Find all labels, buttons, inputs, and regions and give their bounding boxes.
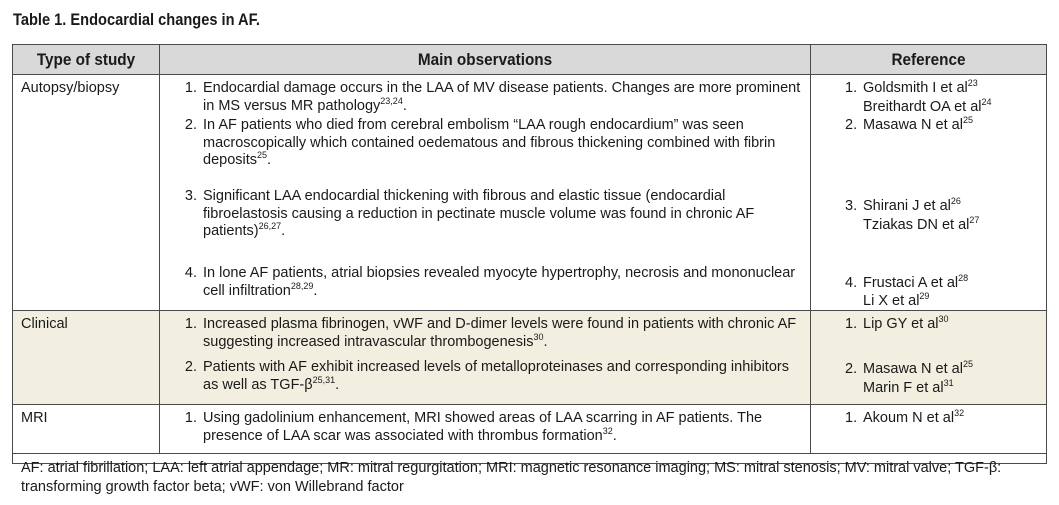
observations-list	[171, 410, 801, 450]
observation-number: 1.	[184, 316, 197, 332]
reference-list: 1. Goldsmith I et $al^{23}$ Breithardt OA et $al^{24}$ 2. Masawa N et $al^{25}$ 3. Shirani J et $al^{26}$ Tziakas DN et $al^{27}$ 4. Frustaci A et $al^{28}$ Li X et $al^{29}$	[845, 78, 992, 309]
observation-text: Increased plasma fibrinogen, vWF and D-dimer levels were found in patients with chronic AF suggesting increased intravascular thrombogenesis$^{30}$.	[203, 316, 797, 350]
header-type-of-study: Type of study	[36, 50, 136, 69]
reference-text: Breithardt OA et $al^{24}$	[863, 97, 992, 115]
column-divider	[159, 311, 160, 405]
table-footnote: AF: atrial fibrillation; LAA: left atrial appendage; MR: mitral regurgitation; MRI: magnetic resonance imaging; MS: mitral stenosis; MV: mitral valve; TGF-β: transforming growth factor beta; vWF: von Willebrand factor	[21, 460, 1002, 495]
reference-text: Tziakas DN et $al^{27}$	[863, 215, 980, 233]
column-divider	[159, 45, 160, 75]
column-divider	[810, 45, 811, 75]
reference-text: Masawa N et $al^{25}$	[863, 359, 973, 377]
observations-list	[171, 80, 801, 306]
observation-number: 1.	[184, 410, 197, 426]
observation-text: Significant LAA endocardial thickening with fibrous and elastic tissue (endocardial fibroelastosis causing a reduction in pectinate muscle volume was found in chronic AF patients)$^{26,27}$.	[203, 188, 755, 239]
reference-text: Frustaci A et $al^{28}$	[863, 273, 969, 291]
observation-text: Patients with AF exhibit increased levels of metalloproteinases and corresponding inhibitors as well as TGF-$\beta^{25,31}$.	[203, 359, 789, 393]
reference-text: Shirani J et $al^{26}$	[863, 196, 961, 214]
observation-text: Using gadolinium enhancement, MRI showed areas of LAA scarring in AF patients. The presence of LAA scar was associated with thrombus formation$^{32}$.	[203, 410, 763, 444]
endocardial-changes-table	[12, 44, 1047, 495]
table-row-mri	[13, 405, 1046, 454]
table-caption: Table 1. Endocardial changes in AF.	[13, 10, 260, 29]
reference-text: Marin F et $al^{31}$	[863, 378, 954, 396]
observation-text: Endocardial damage occurs in the LAA of MV disease patients. Changes are more prominent in MS versus MR pathology$^{23,24}$.	[203, 80, 801, 114]
reference-text: Lip GY et $al^{30}$	[863, 314, 949, 332]
type-of-study-cell: Autopsy/biopsy	[21, 80, 120, 96]
table-header-row	[13, 45, 1046, 75]
reference-list: 1. Akoum N et $al^{32}$	[845, 408, 965, 426]
reference-text: Akoum N et $al^{32}$	[863, 408, 965, 426]
column-divider	[159, 405, 160, 454]
reference-list: 1. Lip GY et $al^{30}$ 2. Masawa N et $al^{25}$ Marin F et $al^{31}$	[845, 314, 973, 396]
column-divider	[810, 405, 811, 454]
header-main-observations: Main observations	[417, 50, 553, 69]
observation-text: In lone AF patients, atrial biopsies revealed myocyte hypertrophy, necrosis and mononuclear cell infiltration$^{28,29}$.	[203, 265, 796, 299]
table-row-autopsy-biopsy	[13, 75, 1046, 311]
table-footnote-row	[13, 454, 1046, 505]
type-of-study-cell: MRI	[21, 410, 48, 426]
observation-number: 1.	[184, 80, 197, 96]
reference-text: Goldsmith I et $al^{23}$	[863, 78, 978, 96]
observation-number: 2.	[184, 117, 197, 133]
column-divider	[810, 311, 811, 405]
observation-number: 3.	[184, 188, 197, 204]
reference-text: Li X et $al^{29}$	[863, 291, 930, 309]
table-row-clinical	[13, 311, 1046, 405]
header-reference: Reference	[891, 50, 966, 69]
type-of-study-cell: Clinical	[21, 316, 68, 332]
observation-number: 2.	[184, 359, 197, 375]
column-divider	[810, 75, 811, 311]
reference-text: Masawa N et $al^{25}$	[863, 115, 973, 133]
observations-list	[171, 316, 801, 402]
column-divider	[159, 75, 160, 311]
observation-text: In AF patients who died from cerebral embolism “LAA rough endocardium” was seen macroscopically which contained oedematous and fibrous thickening combined with fibrin deposits$^{25}$.	[203, 117, 776, 168]
observation-number: 4.	[184, 265, 197, 281]
